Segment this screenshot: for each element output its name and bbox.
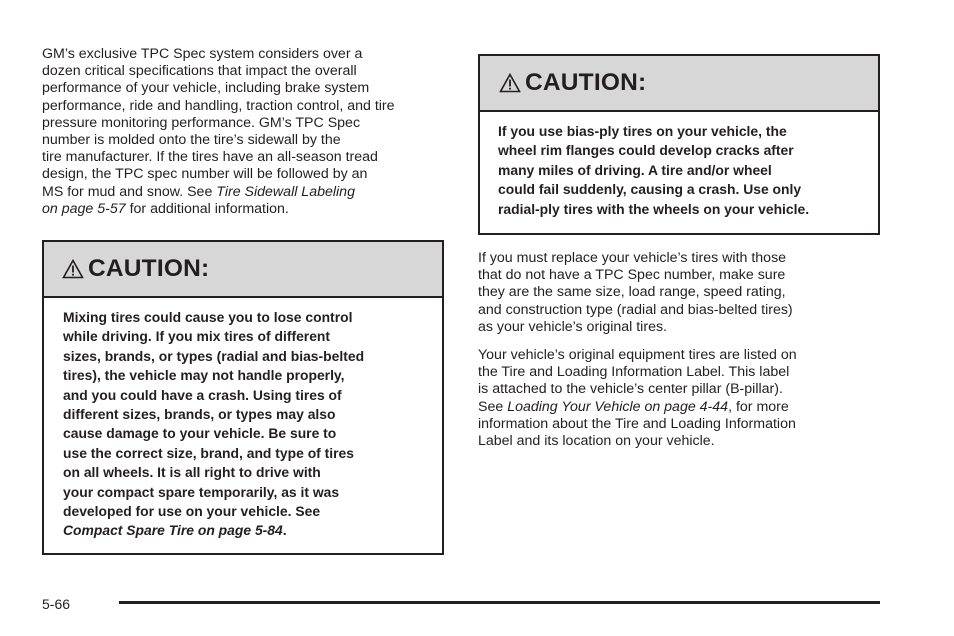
paragraph-line: that do not have a TPC Spec number, make sure	[478, 267, 786, 284]
paragraph-text: See	[478, 398, 508, 415]
page-number: 5-66	[42, 596, 71, 612]
paragraph-line: information about the Tire and Loading Information	[478, 415, 796, 432]
paragraph-line: and construction type (radial and bias-belted tires)	[478, 301, 793, 318]
paragraph-line: Label and its location on your vehicle.	[478, 433, 715, 450]
caution-line: different sizes, brands, or types may also	[63, 406, 336, 423]
caution-header	[480, 56, 878, 112]
caution-line	[63, 521, 442, 540]
cross-reference-link[interactable]: Loading Your Vehicle on page 4-44	[507, 398, 729, 415]
paragraph-line: they are the same size, load range, speed rating,	[478, 284, 786, 301]
paragraph-line	[42, 201, 444, 218]
caution-line: cause damage to your vehicle. Be sure to	[63, 425, 337, 442]
caution-line: radial-ply tires with the wheels on your vehicle.	[498, 200, 810, 217]
paragraph-line: tire manufacturer. If the tires have an all-season tread	[42, 149, 378, 166]
paragraph-text: for additional information.	[125, 200, 289, 217]
left-column	[42, 46, 444, 218]
caution-line: your compact spare temporarily, as it was	[63, 483, 340, 500]
paragraph-line: If you must replace your vehicle’s tires with those	[478, 250, 787, 266]
paragraph-line: performance, ride and handling, traction control, and tire	[42, 97, 395, 114]
caution-header	[44, 242, 442, 298]
label-paragraph	[478, 347, 880, 450]
warning-triangle-icon	[499, 73, 521, 93]
paragraph-line: pressure monitoring performance. GM’s TPC Spec	[42, 114, 361, 131]
paragraph-line: number is molded onto the tire’s sidewall by the	[42, 132, 341, 149]
paragraph-line	[478, 399, 880, 416]
paragraph-line: is attached to the vehicle’s center pillar (B-pillar).	[478, 381, 783, 398]
footer-rule	[119, 601, 880, 604]
paragraph-line: design, the TPC spec number will be followed by an	[42, 166, 368, 183]
caution-title: CAUTION:	[88, 255, 210, 282]
caution-line: wheel rim flanges could develop cracks after	[498, 142, 794, 159]
caution-title: CAUTION:	[525, 69, 647, 96]
paragraph-line: performance of your vehicle, including brake system	[42, 80, 370, 97]
paragraph-line: dozen critical specifications that impact the overall	[42, 63, 357, 80]
paragraph-line: Your vehicle’s original equipment tires are listed on	[478, 347, 797, 364]
caution-text-end: .	[282, 522, 287, 539]
caution-line: on all wheels. It is all right to drive with	[63, 464, 321, 481]
caution-line: developed for use on your vehicle. See	[63, 503, 321, 520]
caution-line: sizes, brands, or types (radial and bias-belted	[63, 347, 365, 364]
cross-reference-link[interactable]: on page 5-57	[42, 200, 126, 217]
paragraph-text: , for more	[728, 398, 789, 415]
caution-line: If you use bias-ply tires on your vehicle, the	[498, 123, 787, 139]
caution-line: use the correct size, brand, and type of tires	[63, 444, 355, 461]
warning-triangle-icon	[62, 259, 84, 279]
paragraph-line	[42, 184, 444, 201]
cross-reference-link[interactable]: Tire Sidewall Labeling	[216, 183, 355, 200]
caution-line: tires), the vehicle may not handle properly,	[63, 367, 345, 384]
caution-line: and you could have a crash. Using tires of	[63, 386, 342, 403]
cross-reference-link[interactable]: Compact Spare Tire on page 5-84	[63, 522, 283, 539]
paragraph-line: the Tire and Loading Information Label. This label	[478, 364, 790, 381]
caution-line: while driving. If you mix tires of different	[63, 328, 331, 345]
caution-line: many miles of driving. A tire and/or wheel	[498, 161, 772, 178]
paragraph-line: as your vehicle’s original tires.	[478, 318, 667, 335]
replacement-paragraph	[478, 250, 880, 336]
caution-box-bias-ply	[478, 54, 880, 235]
tpc-spec-paragraph	[42, 46, 444, 218]
paragraph-text: MS for mud and snow. See	[42, 183, 217, 200]
caution-box-mixing-tires	[42, 240, 444, 555]
caution-line: Mixing tires could cause you to lose control	[63, 309, 353, 325]
paragraph-line: GM’s exclusive TPC Spec system considers over a	[42, 46, 363, 62]
caution-text	[480, 112, 878, 219]
right-column	[478, 250, 880, 450]
caution-text	[44, 298, 442, 541]
caution-line: could fail suddenly, causing a crash. Use only	[498, 181, 802, 198]
